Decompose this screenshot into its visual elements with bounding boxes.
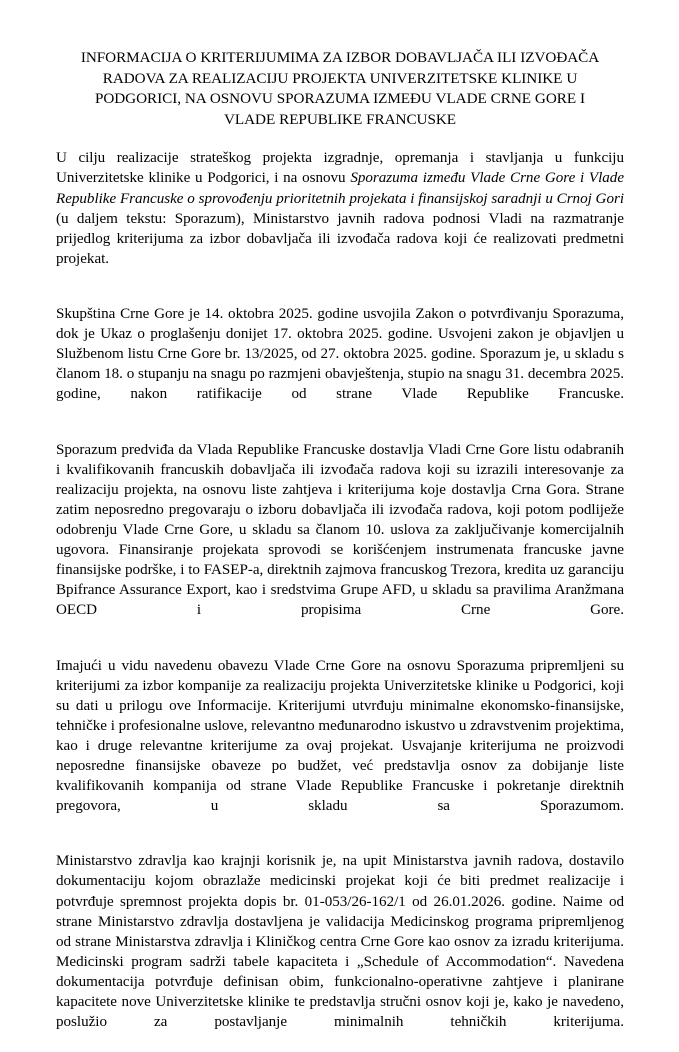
text-run-normal-0: Skupština Crne Gore je 14. oktobra 2025. godine usvojila Zakon o potvrđivanju Sporazuma, dok je Ukaz o proglašenju donijet 17. oktobra 2025. godine. Usvojeni zakon je objavljen u Službenom listu Crne Gore br. 13/2025, od 27. oktobra 2025. godine. Sporazum je, u skladu s članom 18. o stupanju na snagu po razmjeni obavještenja, stupio na snagu 31. decembra 2025. godine, nakon ratifikacije od strane Vlade Republike Francuske. [56, 306, 624, 403]
text-run-normal-2: (u daljem tekstu: Sporazum), Ministarstvo javnih radova podnosi Vladi na razmatranje prijedlog kriterijuma za izbor dobavljača ili izvođača radova koji će realizovati predmetni projekat. [56, 210, 624, 267]
paragraph-5 [56, 851, 624, 1052]
text-run-normal-0: Sporazum predviđa da Vlada Republike Francuske dostavlja Vladi Crne Gore listu odabranih i kvalifikovanih francuskih dobavljača ili izvođača radova koji su izrazili interesovanje za realizaciju projekta, na osnovu liste zahtjeva i kriterijuma koje dostavlja Crna Gora. Strane zatim neposredno pregovaraju o izboru dobavljača ili izvođača radova, koji potom podliježe odobrenju Vlade Crne Gore, u skladu sa članom 10. uslova za zaključivanje komercijalnih ugovora. Finansiranje projekata sprovodi se korišćenjem instrumenata francuske javne finansijske podrške, i to FASEP-a, direktnih zajmova francuskog Trezora, kredita uz garanciju Bpifrance Assurance Export, kao i sredstvima Grupe AFD, u skladu sa pravilima Aranžmana OECD i propisima Crne Gore. [56, 441, 624, 619]
text-run-normal-0: Ministarstvo zdravlja kao krajnji korisnik je, na upit Ministarstva javnih radova, dostavilo dokumentaciju kojom obrazlaže medicinski projekat koji će biti predmet realizacije i potvrđuje spremnost projekta dopis br. 01-053/26-162/1 od 26.01.2026. godine. Naime od strane Ministarstvo zdravlja dostavljena je validacija Medicinskog programa pripremljenog od strane Ministarstva zdravlja i Kliničkog centra Crne Gore kao osnov za izradu kriterijuma. Medicinski program sadrži tabele kapaciteta i „Schedule of Accommodation“. Navedena dokumentacija potvrđuje definisan obim, funkcionalno-operativne zahtjeve i planirane kapacitete nove Univerzitetske klinike te predstavlja stručni osnov koji je, kako je navedeno, poslužio za postavljanje minimalnih tehničkih kriterijuma. [56, 853, 624, 1031]
page-title: INFORMACIJA O KRITERIJUMIMA ZA IZBOR DOBAVLJAČA ILI IZVOĐAČA RADOVA ZA REALIZACIJU PROJEKTA UNIVERZITETSKE KLINIKE U PODGORICI, NA OSNOVU SPORAZUMA IZMEĐU VLADE CRNE GORE I VLADE REPUBLIKE FRANCUSKE [80, 49, 600, 128]
paragraph-2 [56, 304, 624, 425]
paragraph-3 [56, 440, 624, 641]
text-run-normal-0: U cilju realizacije strateškog projekta izgradnje, opremanja i stavljanja u funkciju Univerzitetske klinike u Podgorici, i na osnovu [56, 150, 624, 187]
paragraph-4 [56, 656, 624, 837]
text-run-italic-1: Sporazuma između Vlade Crne Gore i Vlade Republike Francuske o sprovođenju prioritetnih projekata i finansijskoj saradnji u Crnoj Gori [56, 170, 624, 207]
text-run-normal-0: Imajući u vidu navedenu obavezu Vlade Crne Gore na osnovu Sporazuma pripremljeni su kriterijumi za izbor kompanije za realizaciju projekta Univerzitetske klinike u Podgorici, koji su dati u prilogu ove Informacije. Kriterijumi utvrđuju minimalne ekonomsko-finansijske, tehničke i profesionalne uslove, relevantno međunarodno iskustvo u zdravstvenim projektima, kao i druge relevantne kriterijume za ovaj projekat. Usvajanje kriterijuma ne proizvodi neposredne finansijske obaveze po budžet, već predstavlja osnov za dobijanje liste kvalifikovanih kompanija od strane Vlade Republike Francuske i pokretanje direktnih pregovora, u skladu sa Sporazumom. [56, 657, 624, 815]
paragraph-1 [56, 148, 624, 289]
document-body [56, 148, 624, 1052]
